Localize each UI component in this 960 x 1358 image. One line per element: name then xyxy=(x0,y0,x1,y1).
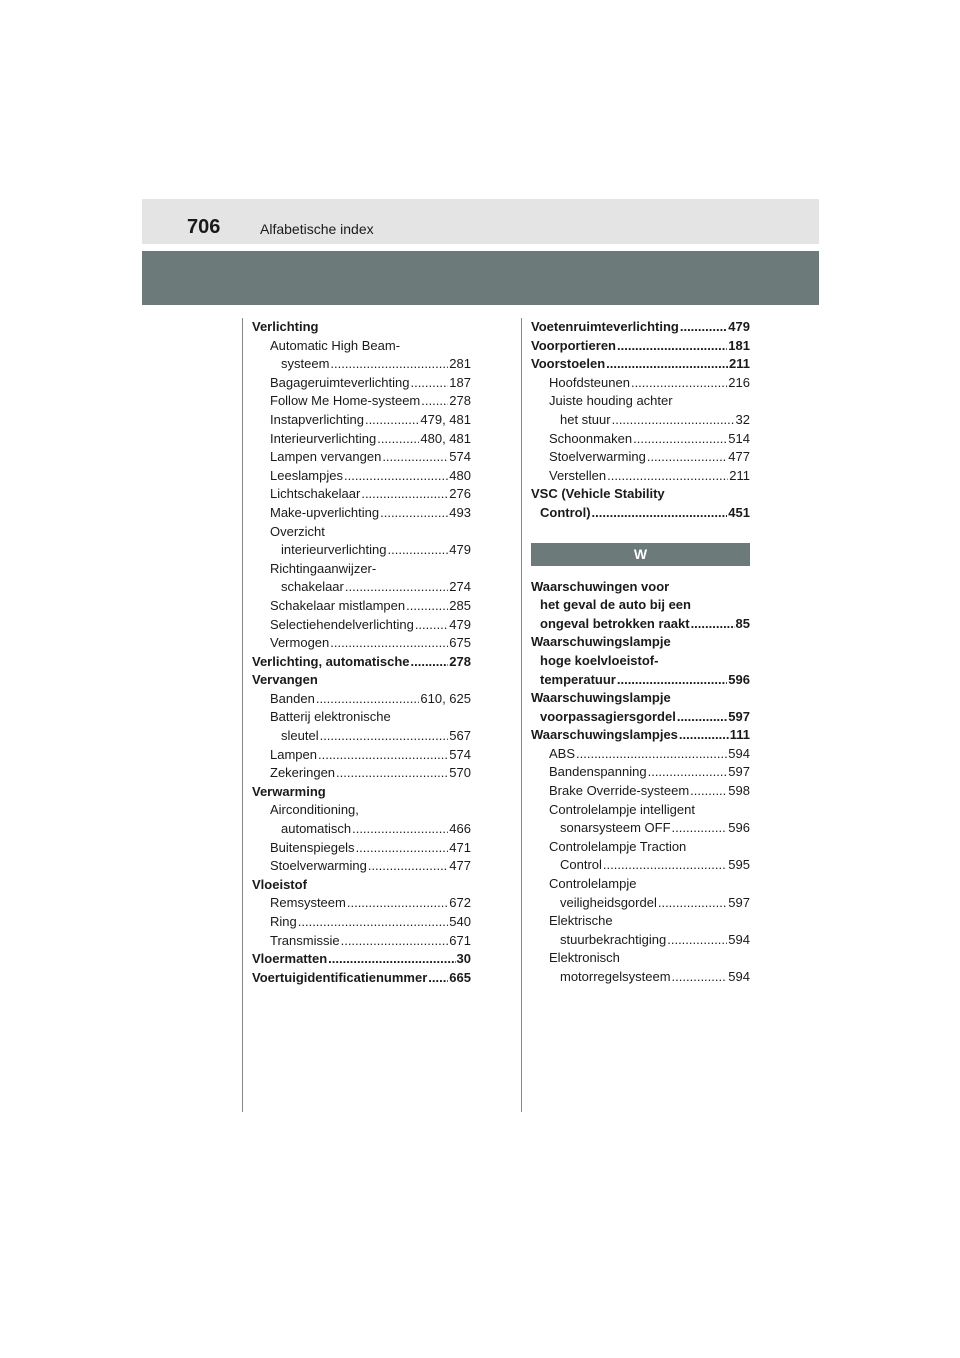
dot-leader xyxy=(690,782,727,801)
index-entry-term: interieurverlichting xyxy=(281,542,387,558)
index-entry xyxy=(252,430,471,449)
index-entry xyxy=(531,615,750,634)
index-entry-term: schakelaar xyxy=(281,579,344,595)
index-entry-page: 480, 481 xyxy=(420,430,471,446)
dot-leader xyxy=(365,411,419,430)
index-entry-term: Control xyxy=(560,857,602,873)
index-entry xyxy=(252,894,471,913)
index-entry-term: Zekeringen xyxy=(270,765,336,781)
index-line: Automatic High Beam- xyxy=(270,337,401,353)
index-entry-page: 216 xyxy=(728,374,750,390)
index-entry-page: 574 xyxy=(449,746,471,762)
index-entry-page: 493 xyxy=(449,504,471,520)
index-entry-term: Waarschuwingslampjes xyxy=(531,727,678,743)
index-entry-term: Remsysteem xyxy=(270,895,346,911)
dot-leader xyxy=(341,932,449,951)
index-entry xyxy=(252,820,471,839)
index-entry xyxy=(252,578,471,597)
dot-leader xyxy=(658,894,727,913)
index-entry-page: 594 xyxy=(728,969,750,984)
header-bar xyxy=(142,199,819,244)
index-entry xyxy=(252,969,471,988)
index-entry-term: Schakelaar mistlampen xyxy=(270,597,406,613)
index-entry-page: 597 xyxy=(728,894,750,910)
index-heading: Vloeistof xyxy=(252,876,307,892)
index-column-left xyxy=(252,318,471,987)
index-entry-page: 181 xyxy=(728,337,750,353)
dot-leader xyxy=(356,839,449,858)
index-entry-term: Voorportieren xyxy=(531,337,616,353)
dot-leader xyxy=(648,763,728,782)
section-title: Alfabetische index xyxy=(260,221,374,237)
index-entry-page: 574 xyxy=(449,449,471,465)
index-entry xyxy=(531,671,750,690)
dot-leader xyxy=(679,726,729,745)
index-entry xyxy=(252,374,471,393)
dot-leader xyxy=(612,411,735,430)
index-entry-term: sleutel xyxy=(281,728,319,744)
index-entry-term: Lampen xyxy=(270,746,317,762)
index-entry xyxy=(531,318,750,337)
index-entry-term: Schoonmaken xyxy=(549,430,633,446)
dot-leader xyxy=(328,950,455,969)
index-entry-page: 285 xyxy=(449,597,471,613)
index-entry xyxy=(252,932,471,951)
dot-leader xyxy=(667,931,727,950)
index-entry-page: 281 xyxy=(449,356,471,372)
dot-leader xyxy=(428,969,448,988)
dot-leader xyxy=(415,616,448,635)
index-entry-page: 187 xyxy=(449,374,471,390)
index-entry xyxy=(252,392,471,411)
index-line: Waarschuwingslampje xyxy=(531,690,671,706)
index-heading: Vervangen xyxy=(252,672,318,688)
index-entry-term: Buitenspiegels xyxy=(270,839,355,855)
dot-leader xyxy=(592,504,728,523)
index-entry xyxy=(531,745,750,764)
index-entry-term: Voertuigidentificatienummer xyxy=(252,969,428,985)
index-heading: Verwarming xyxy=(252,783,326,799)
index-entry xyxy=(252,634,471,653)
index-entry-term: Leeslampjes xyxy=(270,467,343,483)
dot-leader xyxy=(672,819,728,838)
index-entry-page: 596 xyxy=(728,671,750,687)
index-entry xyxy=(252,448,471,467)
index-entry-page: 594 xyxy=(728,745,750,761)
index-entry-term: Stoelverwarming xyxy=(270,858,367,874)
index-entry xyxy=(531,467,750,486)
index-line: Controlelampje xyxy=(549,876,637,892)
index-entry xyxy=(531,894,750,913)
dot-leader xyxy=(421,392,448,411)
index-entry-term: Interieurverlichting xyxy=(270,430,377,446)
dot-leader xyxy=(680,318,727,337)
index-line: Elektrische xyxy=(549,913,613,929)
index-entry-page: 451 xyxy=(728,504,750,520)
dot-leader xyxy=(330,355,448,374)
index-entry-page: 540 xyxy=(449,914,471,929)
index-entry-page: 671 xyxy=(449,932,471,948)
index-entry-term: ABS xyxy=(549,745,576,761)
index-entry xyxy=(252,355,471,374)
dot-leader xyxy=(607,467,728,486)
index-line: hoge koelvloeistof- xyxy=(540,652,659,668)
index-entry xyxy=(252,411,471,430)
dot-leader xyxy=(368,857,448,876)
index-entry xyxy=(531,374,750,393)
dot-leader xyxy=(410,374,448,393)
dot-leader xyxy=(388,541,449,560)
dot-leader xyxy=(633,430,727,449)
index-entry-page: 597 xyxy=(728,708,750,724)
dot-leader xyxy=(603,856,727,875)
index-entry-term: motorregelsysteem xyxy=(560,969,671,984)
index-entry-term: Hoofdsteunen xyxy=(549,374,630,390)
index-entry xyxy=(252,504,471,523)
index-entry-page: 596 xyxy=(728,820,750,836)
index-entry-term: sonarsysteem OFF xyxy=(560,820,671,836)
index-entry-term: systeem xyxy=(281,356,330,372)
index-entry xyxy=(531,856,750,875)
dot-leader xyxy=(344,467,448,486)
dot-leader xyxy=(316,690,420,709)
index-entry xyxy=(252,913,471,932)
index-line: Controlelampje Traction xyxy=(549,838,687,854)
index-entry xyxy=(531,819,750,838)
index-entry-page: 675 xyxy=(449,635,471,651)
dot-leader xyxy=(576,745,727,764)
index-entry xyxy=(252,839,471,858)
index-entry-term: Vloermatten xyxy=(252,951,328,967)
index-entry-term: Ring xyxy=(270,914,297,929)
index-line: Overzicht xyxy=(270,523,325,539)
index-entry xyxy=(252,950,471,969)
dot-leader xyxy=(647,448,727,467)
index-entry-page: 479 xyxy=(449,542,471,558)
index-column-right xyxy=(531,318,750,987)
index-entry xyxy=(531,411,750,430)
index-entry-page: 480 xyxy=(449,467,471,483)
index-entry xyxy=(531,931,750,950)
dot-leader xyxy=(345,578,448,597)
index-entry-page: 479 xyxy=(728,319,750,334)
right-column-divider xyxy=(521,318,522,1112)
index-entry-term: veiligheidsgordel xyxy=(560,894,657,910)
index-entry-term: Control) xyxy=(540,504,591,520)
index-entry-term: voorpassagiersgordel xyxy=(540,708,676,724)
index-line: Elektronisch xyxy=(549,950,620,966)
index-line: VSC (Vehicle Stability xyxy=(531,486,665,502)
index-entry-page: 471 xyxy=(449,839,471,855)
index-heading: Verlichting xyxy=(252,319,319,334)
dot-leader xyxy=(382,448,448,467)
dot-leader xyxy=(672,968,728,987)
index-entry-term: Brake Override-systeem xyxy=(549,783,690,799)
index-entry-term: Verlichting, automatische xyxy=(252,653,410,669)
index-line: Airconditioning, xyxy=(270,802,359,818)
dot-leader xyxy=(347,894,448,913)
index-entry xyxy=(252,597,471,616)
index-entry-term: Lampen vervangen xyxy=(270,449,382,465)
dot-leader xyxy=(406,597,448,616)
index-entry-page: 594 xyxy=(728,931,750,947)
index-entry xyxy=(531,448,750,467)
index-entry-page: 85 xyxy=(735,615,750,631)
index-entry-page: 477 xyxy=(449,858,471,874)
dot-leader xyxy=(617,671,727,690)
index-entry xyxy=(252,690,471,709)
index-entry xyxy=(531,355,750,374)
dot-leader xyxy=(298,913,449,932)
index-line: Batterij elektronische xyxy=(270,709,391,725)
header-band xyxy=(142,251,819,305)
index-entry-page: 278 xyxy=(449,393,471,409)
index-entry-page: 598 xyxy=(728,783,750,799)
index-entry xyxy=(531,726,750,745)
index-entry xyxy=(252,727,471,746)
page-number: 706 xyxy=(187,216,221,238)
dot-leader xyxy=(606,355,728,374)
index-entry-term: automatisch xyxy=(281,821,352,837)
dot-leader xyxy=(318,746,448,765)
index-entry-page: 30 xyxy=(456,951,471,967)
index-entry-page: 570 xyxy=(449,765,471,781)
index-entry xyxy=(252,485,471,504)
index-entry xyxy=(531,504,750,523)
index-entry-term: ongeval betrokken raakt xyxy=(540,615,690,631)
index-entry-term: Make-upverlichting xyxy=(270,504,380,520)
index-entry xyxy=(252,857,471,876)
index-entry xyxy=(531,708,750,727)
dot-leader xyxy=(691,615,735,634)
index-entry xyxy=(531,763,750,782)
index-entry xyxy=(252,653,471,672)
index-entry-page: 665 xyxy=(449,969,471,985)
index-entry-page: 610, 625 xyxy=(420,690,471,706)
index-entry xyxy=(252,616,471,635)
index-entry-page: 32 xyxy=(735,411,750,427)
dot-leader xyxy=(330,634,448,653)
index-entry xyxy=(252,467,471,486)
index-entry xyxy=(252,764,471,783)
dot-leader xyxy=(617,337,727,356)
index-entry-term: Vermogen xyxy=(270,635,330,651)
index-entry-term: Stoelverwarming xyxy=(549,449,646,465)
index-entry-page: 211 xyxy=(729,356,750,372)
dot-leader xyxy=(411,653,449,672)
dot-leader xyxy=(631,374,727,393)
left-column-divider xyxy=(242,318,243,1112)
index-entry-term: Transmissie xyxy=(270,932,340,948)
dot-leader xyxy=(377,430,419,449)
index-line: Waarschuwingslampje xyxy=(531,634,671,650)
index-line: Waarschuwingen voor xyxy=(531,578,670,594)
index-entry-term: stuurbekrachtiging xyxy=(560,931,667,947)
index-entry-page: 211 xyxy=(729,467,750,483)
index-entry-term: Instapverlichting xyxy=(270,411,364,427)
dot-leader xyxy=(320,727,449,746)
index-entry-term: Verstellen xyxy=(549,467,607,483)
index-entry-term: Bandenspanning xyxy=(549,764,647,780)
dot-leader xyxy=(352,820,448,839)
index-entry-page: 466 xyxy=(449,821,471,837)
index-line: Controlelampje intelligent xyxy=(549,801,695,817)
index-entry-term: Follow Me Home-systeem xyxy=(270,393,421,409)
index-entry-page: 479 xyxy=(449,616,471,632)
index-entry xyxy=(531,782,750,801)
index-entry-term: Bagageruimteverlichting xyxy=(270,374,410,390)
index-entry-term: Voetenruimteverlichting xyxy=(531,319,679,334)
index-entry-term: Voorstoelen xyxy=(531,356,606,372)
dot-leader xyxy=(361,485,448,504)
index-line: Juiste houding achter xyxy=(549,393,673,409)
index-entry-page: 595 xyxy=(728,857,750,873)
index-entry-page: 597 xyxy=(728,764,750,780)
index-entry-page: 274 xyxy=(449,579,471,595)
index-entry-page: 111 xyxy=(729,727,750,743)
index-entry xyxy=(531,430,750,449)
dot-leader xyxy=(677,708,727,727)
index-entry-page: 514 xyxy=(728,430,750,446)
index-entry xyxy=(252,541,471,560)
index-entry-term: Selectiehendelverlichting xyxy=(270,616,414,632)
index-entry xyxy=(252,746,471,765)
index-entry xyxy=(531,968,750,987)
index-entry-page: 276 xyxy=(449,486,471,502)
index-entry-page: 477 xyxy=(728,449,750,465)
dot-leader xyxy=(380,504,448,523)
index-line: het geval de auto bij een xyxy=(540,597,691,613)
index-letter-header: W xyxy=(531,543,750,566)
index-entry-page: 672 xyxy=(449,895,471,911)
dot-leader xyxy=(336,764,448,783)
index-entry-term: Banden xyxy=(270,690,315,706)
index-entry-term: het stuur xyxy=(560,411,611,427)
index-entry-term: temperatuur xyxy=(540,671,616,687)
index-entry xyxy=(531,337,750,356)
index-entry-page: 479, 481 xyxy=(420,411,471,427)
index-entry-page: 567 xyxy=(449,728,471,744)
index-entry-term: Lichtschakelaar xyxy=(270,486,361,502)
index-entry-page: 278 xyxy=(449,653,471,669)
index-line: Richtingaanwijzer- xyxy=(270,560,377,576)
